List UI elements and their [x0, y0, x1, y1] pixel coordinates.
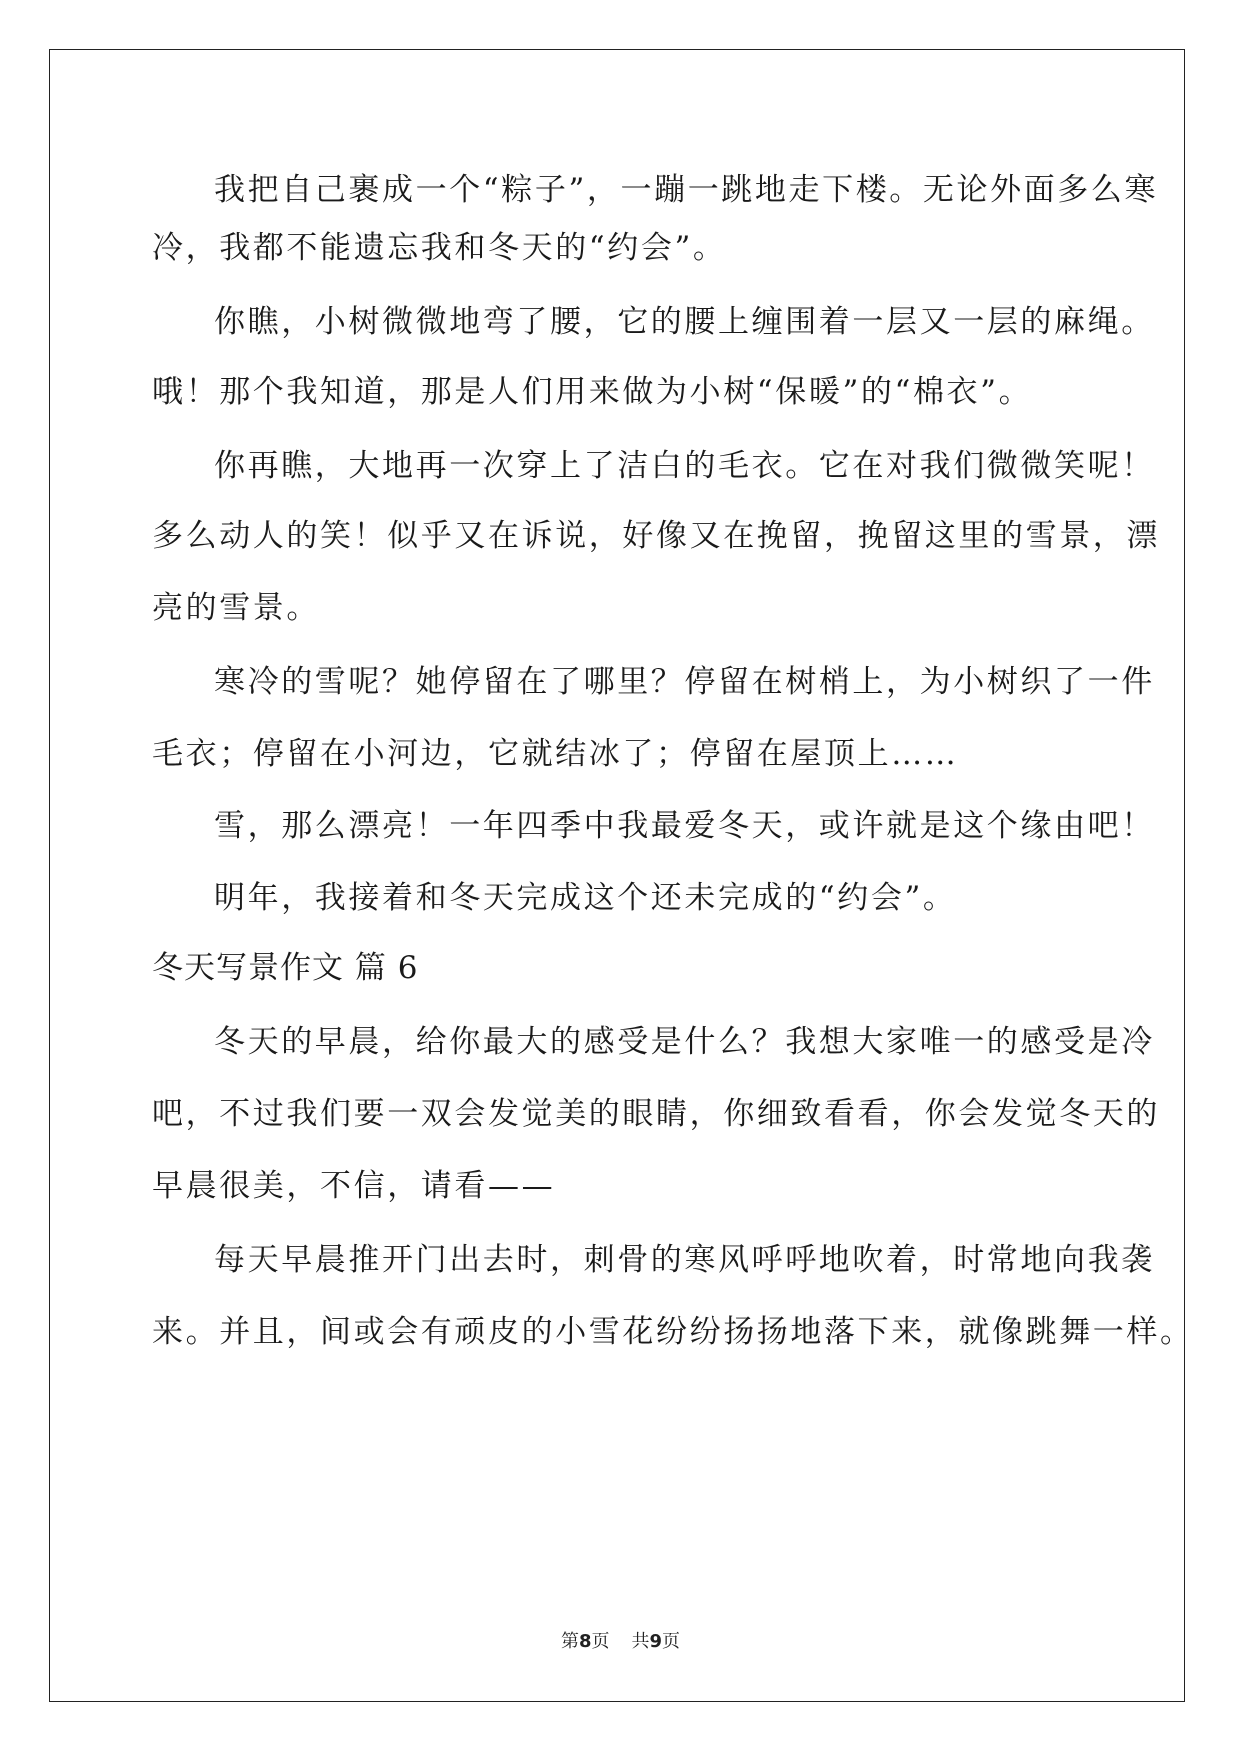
paragraph-line: 冷，我都不能遗忘我和冬天的“约会”。 [152, 230, 727, 266]
paragraph-line: 亮的雪景。 [152, 590, 320, 626]
paragraph-line: 吧，不过我们要一双会发觉美的眼睛，你细致看看，你会发觉冬天的 [152, 1096, 1160, 1132]
page-prefix: 第 [560, 1631, 579, 1652]
total-prefix: 共 [631, 1631, 650, 1652]
section-heading: 冬天写景作文 篇 6 [152, 950, 419, 986]
current-page-number: 8 [578, 1631, 592, 1652]
paragraph-line: 我把自己裹成一个“粽子”，一蹦一跳地走下楼。无论外面多么寒 [214, 172, 1159, 208]
paragraph-line: 每天早晨推开门出去时，刺骨的寒风呼呼地吹着，时常地向我袭 [214, 1242, 1155, 1278]
paragraph-line: 雪，那么漂亮！一年四季中我最爱冬天，或许就是这个缘由吧！ [214, 808, 1155, 844]
paragraph-line: 早晨很美，不信，请看—— [152, 1168, 556, 1204]
paragraph-line: 你再瞧，大地再一次穿上了洁白的毛衣。它在对我们微微笑呢！ [214, 448, 1155, 484]
paragraph-line: 冬天的早晨，给你最大的感受是什么？我想大家唯一的感受是冷 [214, 1024, 1155, 1060]
paragraph-line: 哦！那个我知道，那是人们用来做为小树“保暖”的“棉衣”。 [152, 374, 1033, 410]
total-suffix: 页 [662, 1631, 681, 1652]
page-border [49, 49, 1185, 1702]
paragraph-line: 毛衣；停留在小河边，它就结冰了；停留在屋顶上…… [152, 736, 959, 772]
page-footer [0, 1630, 1241, 1654]
total-page-number: 9 [649, 1631, 663, 1652]
paragraph-line: 明年，我接着和冬天完成这个还未完成的“约会”。 [214, 880, 957, 916]
paragraph-line: 多么动人的笑！似乎又在诉说，好像又在挽留，挽留这里的雪景，漂 [152, 518, 1160, 554]
page-suffix: 页 [591, 1631, 610, 1652]
paragraph-line: 来。并且，间或会有顽皮的小雪花纷纷扬扬地落下来，就像跳舞一样。 [152, 1314, 1194, 1350]
paragraph-line: 你瞧，小树微微地弯了腰，它的腰上缠围着一层又一层的麻绳。 [214, 304, 1155, 340]
paragraph-line: 寒冷的雪呢？她停留在了哪里？停留在树梢上，为小树织了一件 [214, 664, 1155, 700]
